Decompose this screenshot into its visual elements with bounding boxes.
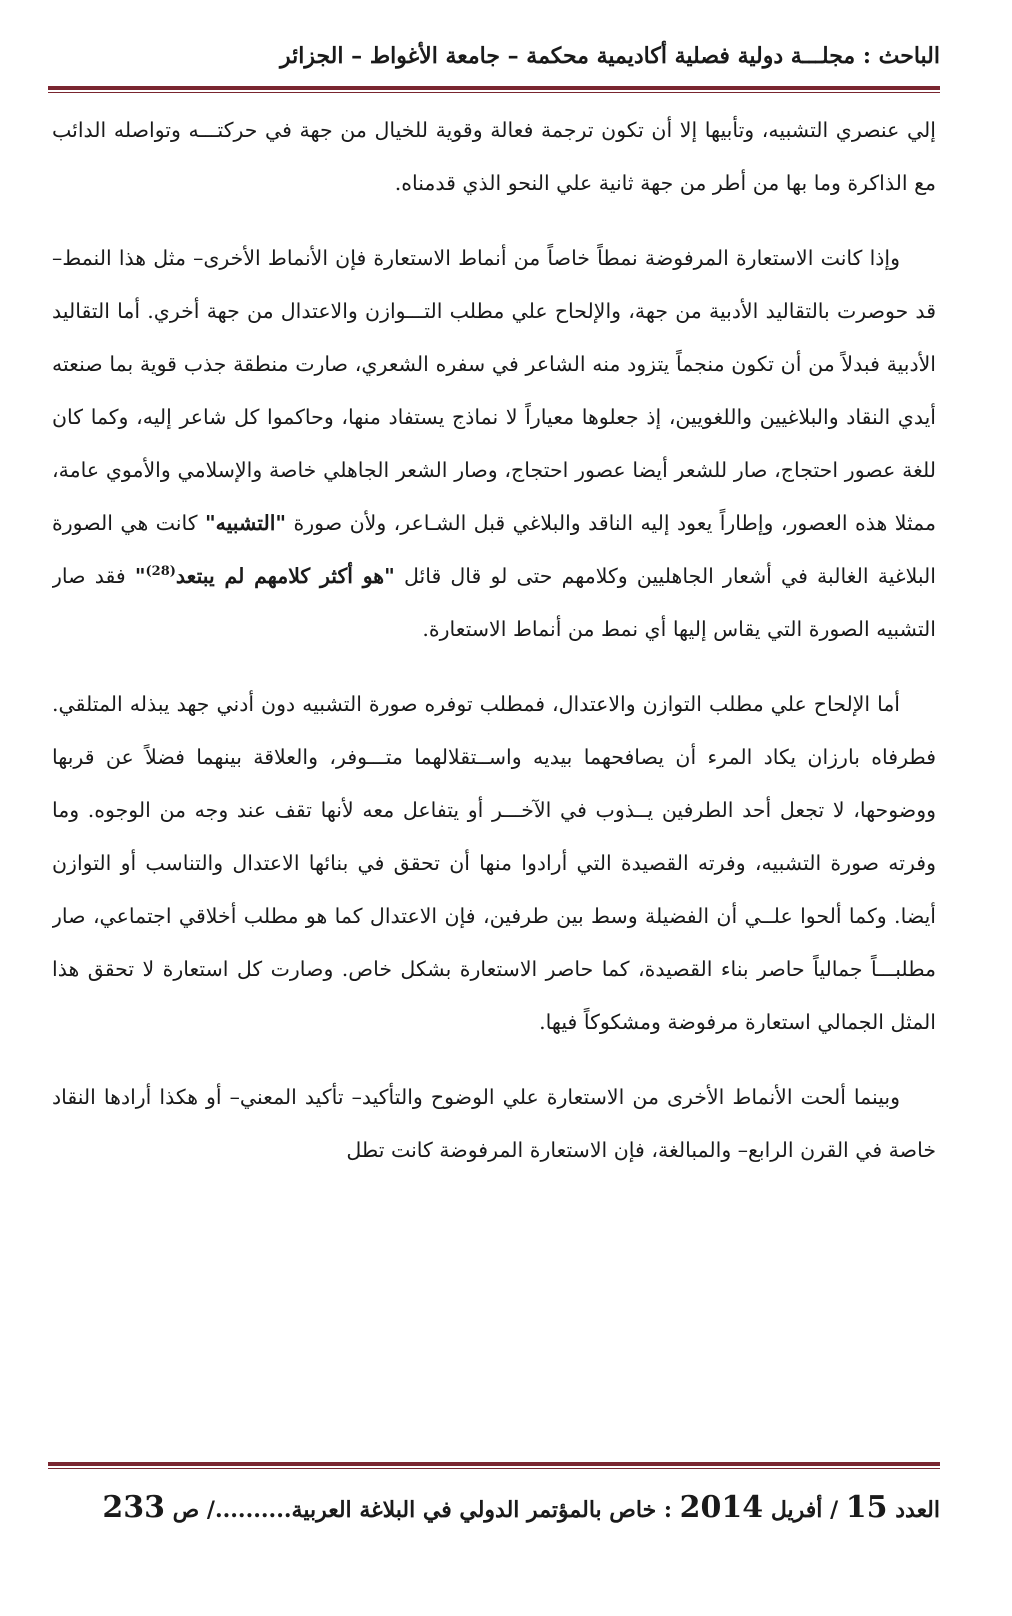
page-number: 233 xyxy=(102,1490,165,1525)
page-label: ص xyxy=(172,1497,200,1523)
issue-year: 2014 xyxy=(679,1490,764,1525)
issue-month: أفريل xyxy=(770,1497,823,1523)
paragraph-2-text-b: كانت هي الصورة البلاغية الغالبة في أشعار الجاهليين وكلامهم حتى لو قال قائل xyxy=(52,511,936,588)
paragraph-2-text-c: فقد صار التشبيه الصورة التي يقاس إليها أي نمط من أنماط الاستعارة. xyxy=(52,564,936,641)
running-header xyxy=(48,36,940,76)
issue-separator: / xyxy=(830,1497,839,1523)
footer-divider xyxy=(48,1462,940,1470)
paragraph-2 xyxy=(52,232,936,656)
footnote-ref-28[interactable]: (28) xyxy=(145,564,176,580)
article-body xyxy=(52,104,936,1444)
quoted-phrase-text: "هو أكثر كلامهم لم يبتعد xyxy=(175,564,395,588)
running-footer xyxy=(70,1478,940,1538)
paragraph-3: أما الإلحاح علي مطلب التوازن والاعتدال، فمطلب توفره صورة التشبيه دون أدني جهد يبذله المتلقي. فطرفاه بارزان يكاد المرء أن يصافحهما بيديه واســتقلالهما متـــوفر، والعلاقة بينهما فضلاً عن قربها ووضوحها، لا تجعل أحد الطرفين يــذوب في الآخـــر أو يتفاعل معه لأنها تقف عند وجه من الوجوه. وما وفرته صورة التشبيه، وفرته القصيدة التي أرادوا منها أن تحقق في بنائها الاعتدال والتناسب أو التوازن أيضا. وكما ألحوا علــي أن الفضيلة وسط بين طرفين، فإن الاعتدال كما هو مطلب أخلاقي اجتماعي، صار مطلبـــاً جمالياً حاصر بناء القصيدة، كما حاصر الاستعارة بشكل خاص. وصارت كل استعارة لا تحقق هذا المثل الجمالي استعارة مرفوضة ومشكوكاً فيها. xyxy=(52,692,936,1034)
term-tashbih: "التشبيه" xyxy=(204,511,287,535)
header-title: الباحث : مجلـــة دولية فصلية أكاديمية محكمة – جامعة الأغواط – الجزائر xyxy=(279,43,940,69)
quoted-phrase xyxy=(135,564,395,588)
quote-close: " xyxy=(134,564,146,588)
issue-label: العدد xyxy=(895,1497,940,1523)
header-divider xyxy=(48,86,940,94)
issue-special: : خاص بالمؤتمر الدولي في البلاغة العربية........../ xyxy=(206,1497,672,1523)
paragraph-2-text-a: وإذا كانت الاستعارة المرفوضة نمطاً خاصاً من أنماط الاستعارة فإن الأنماط الأخرى– مثل هذا النمط– قد حوصرت بالتقاليد الأدبية من جهة، والإلحاح علي مطلب التـــوازن والاعتدال من جهة أخري. أما التقاليد الأدبية فبدلاً من أن تكون منجماً يتزود منه الشاعر في سفره الشعري، صارت منطقة جذب قوية بما صنعته أيدي النقاد والبلاغيين واللغويين، إذ جعلوها معياراً لا نماذج يستفاد منها، وحاكموا كل شاعر إليه، وكما كان للغة عصور احتجاج، صار للشعر أيضا عصور احتجاج، وصار الشعر الجاهلي خاصة والإسلامي والأموي عامة، ممثلا هذه العصور، وإطاراً يعود إليه الناقد والبلاغي قبل الشـاعر، ولأن صورة xyxy=(52,246,936,535)
paragraph-4: وبينما ألحت الأنماط الأخرى من الاستعارة علي الوضوح والتأكيد– تأكيد المعني– أو هكذا أرادها النقاد خاصة في القرن الرابع– والمبالغة، فإن الاستعارة المرفوضة كانت تطل xyxy=(52,1085,936,1162)
issue-number: 15 xyxy=(845,1490,888,1525)
paragraph-1: إلي عنصري التشبيه، وتأبيها إلا أن تكون ترجمة فعالة وقوية للخيال من جهة في حركتـــه وتواصله الدائب مع الذاكرة وما بها من أطر من جهة ثانية علي النحو الذي قدمناه. xyxy=(52,118,936,195)
